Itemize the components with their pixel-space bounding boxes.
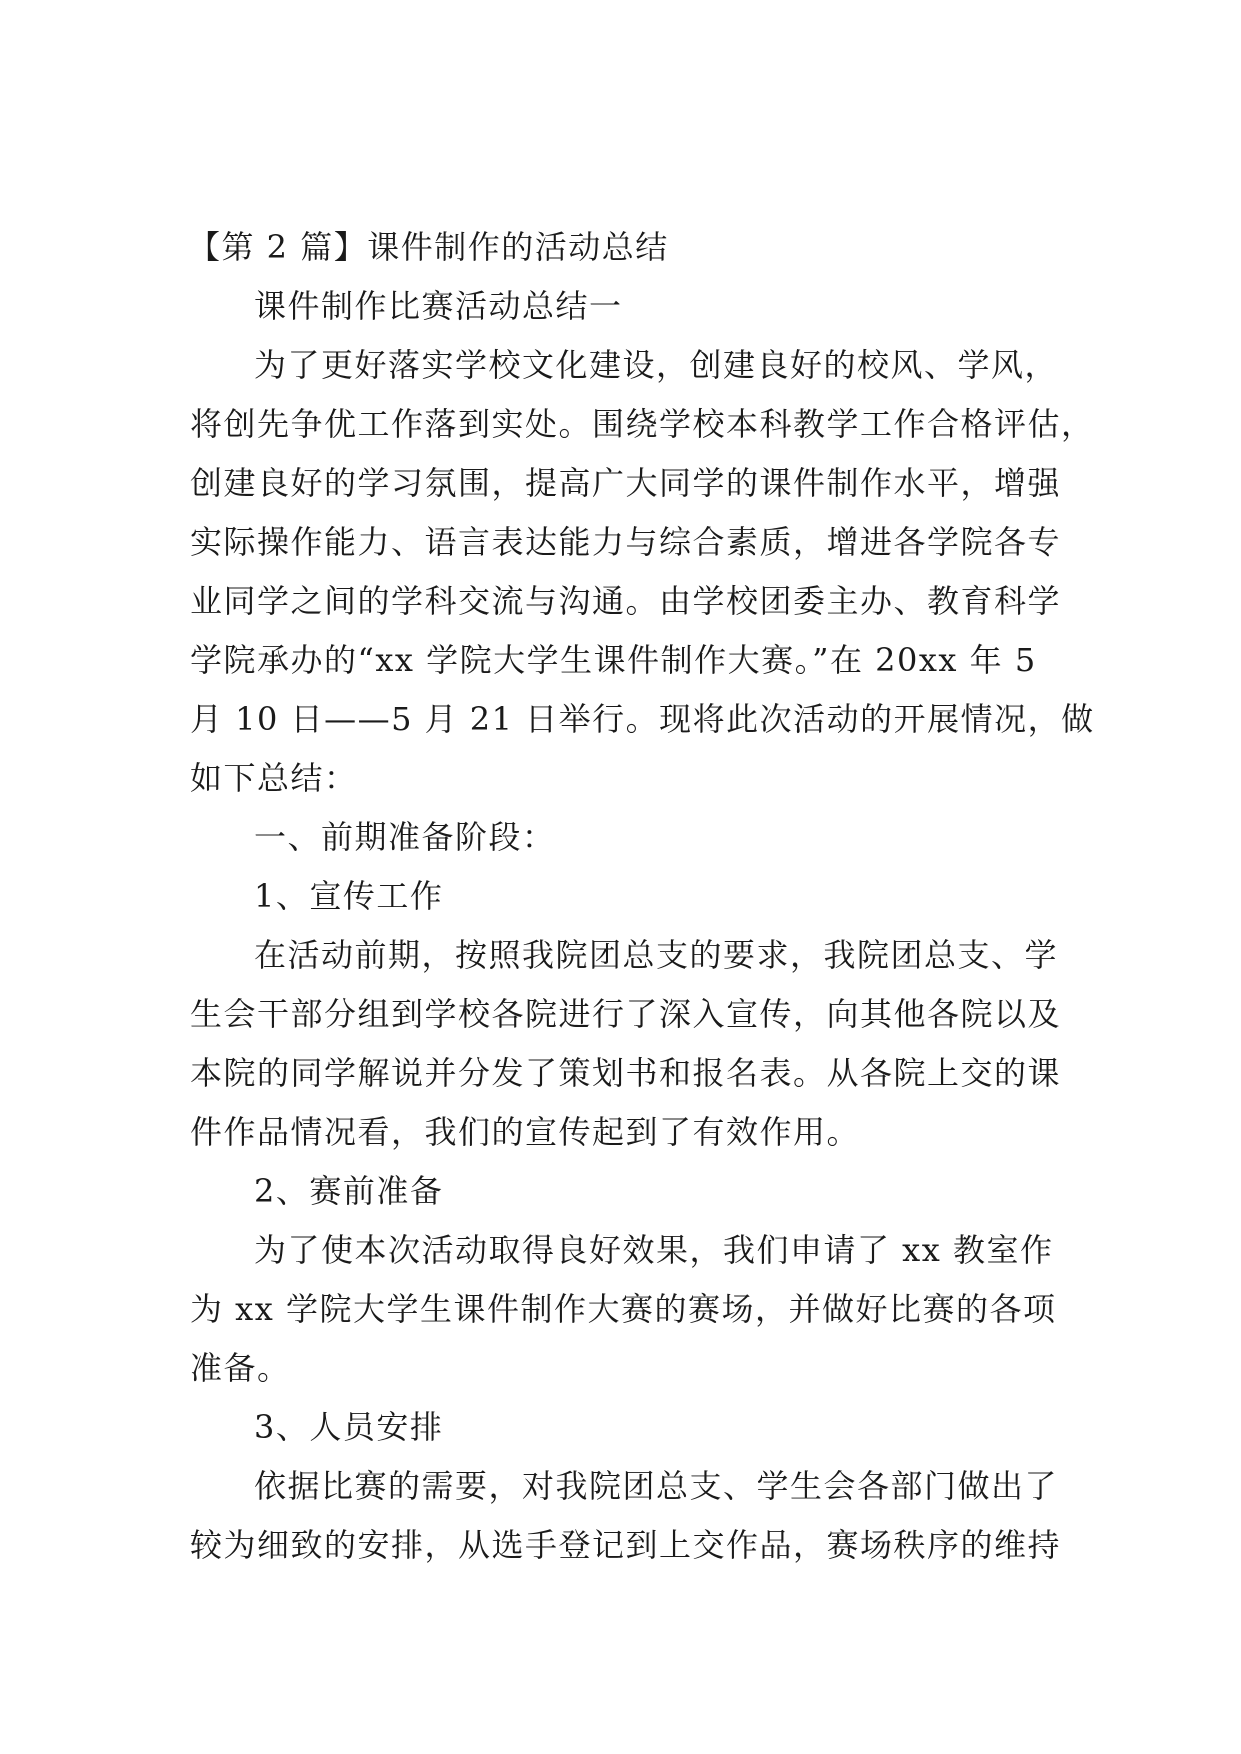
- subsection-heading: 2、赛前准备: [254, 1172, 444, 1210]
- paragraph-line: 将创先争优工作落到实处。围绕学校本科教学工作合格评估，: [190, 405, 1095, 443]
- section-heading: 一、前期准备阶段：: [254, 818, 556, 856]
- paragraph-line: 如下总结：: [190, 759, 358, 797]
- subsection-heading: 3、人员安排: [254, 1408, 444, 1446]
- paragraph-line: 学院承办的“xx 学院大学生课件制作大赛。”在 20xx 年 5: [190, 641, 1037, 679]
- paragraph-line: 本院的同学解说并分发了策划书和报名表。从各院上交的课: [190, 1054, 1062, 1092]
- paragraph-line: 创建良好的学习氛围，提高广大同学的课件制作水平，增强: [190, 464, 1062, 502]
- document-body: [188, 218, 1095, 1575]
- paragraph-line: 为了更好落实学校文化建设，创建良好的校风、学风，: [254, 346, 1059, 384]
- paragraph-line: 实际操作能力、语言表达能力与综合素质，增进各学院各专: [190, 523, 1062, 561]
- paragraph-line: 在活动前期，按照我院团总支的要求，我院团总支、学: [254, 936, 1059, 974]
- document-title: 【第 2 篇】课件制作的活动总结: [188, 228, 669, 266]
- document-subtitle: 课件制作比赛活动总结一: [254, 287, 623, 325]
- paragraph-line: 准备。: [190, 1349, 291, 1387]
- paragraph-line: 业同学之间的学科交流与沟通。由学校团委主办、教育科学: [190, 582, 1062, 620]
- subsection-heading: 1、宣传工作: [254, 877, 444, 915]
- paragraph-line: 为了使本次活动取得良好效果，我们申请了 xx 教室作: [254, 1231, 1054, 1269]
- paragraph-line: 件作品情况看，我们的宣传起到了有效作用。: [190, 1113, 861, 1151]
- paragraph-line: 依据比赛的需要，对我院团总支、学生会各部门做出了: [254, 1467, 1059, 1505]
- paragraph-line: 为 xx 学院大学生课件制作大赛的赛场，并做好比赛的各项: [190, 1290, 1057, 1328]
- paragraph-line: 生会干部分组到学校各院进行了深入宣传，向其他各院以及: [190, 995, 1062, 1033]
- paragraph-line: 较为细致的安排，从选手登记到上交作品，赛场秩序的维持: [190, 1526, 1062, 1564]
- paragraph-line: 月 10 日——5 月 21 日举行。现将此次活动的开展情况，做: [190, 700, 1095, 738]
